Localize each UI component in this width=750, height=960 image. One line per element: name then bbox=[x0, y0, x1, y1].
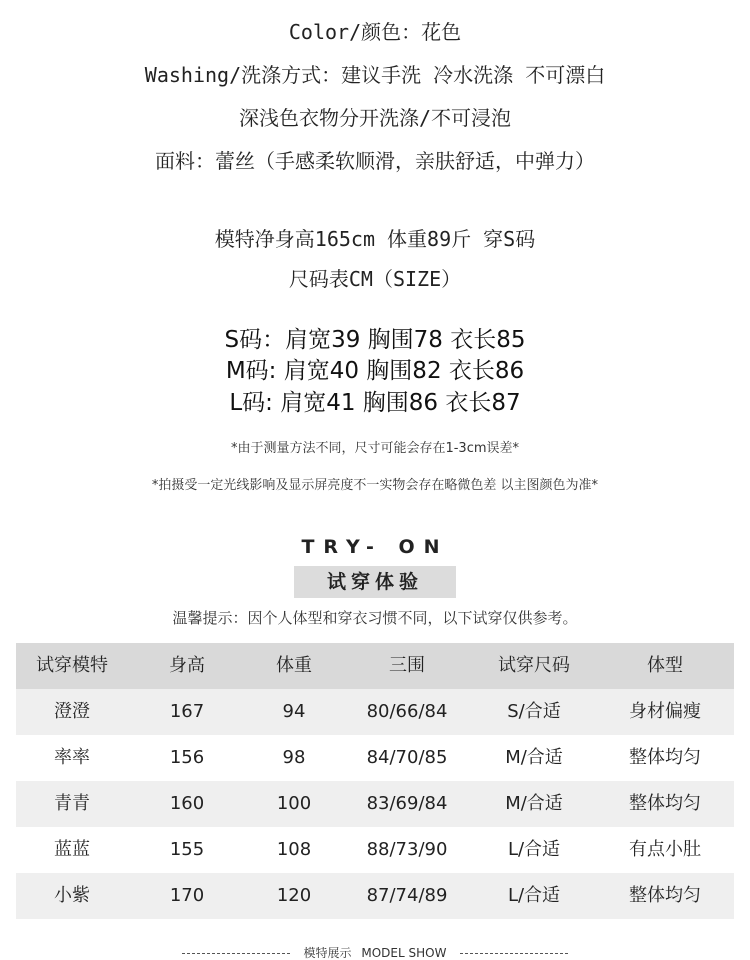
cell-measurements: 88/73/90 bbox=[366, 839, 448, 860]
cell-weight: 100 bbox=[276, 793, 312, 814]
cell-size: M/合适 bbox=[505, 747, 563, 768]
table-row bbox=[16, 873, 734, 919]
fabric-line: 面料：蕾丝（手感柔软顺滑，亲肤舒适，中弹力） bbox=[155, 149, 595, 173]
washing-note-line: 深浅色衣物分开洗涤/不可浸泡 bbox=[238, 106, 512, 130]
cell-model: 小紫 bbox=[54, 885, 90, 906]
washing-line: Washing/洗涤方式：建议手洗 冷水洗涤 不可漂白 bbox=[144, 63, 606, 87]
table-row bbox=[16, 827, 734, 873]
cell-weight: 94 bbox=[282, 701, 306, 722]
cell-model: 澄澄 bbox=[54, 701, 90, 722]
color-note: *拍摄受一定光线影响及显示屏亮度不一实物会存在略微色差 以主图颜色为准* bbox=[151, 478, 599, 493]
cell-model: 率率 bbox=[54, 747, 90, 768]
size-row-s: S码：肩宽39 胸围78 衣长85 bbox=[224, 327, 526, 353]
model-info-line: 模特净身高165cm 体重89斤 穿S码 bbox=[214, 227, 536, 251]
cell-height: 170 bbox=[169, 885, 205, 906]
table-header-row bbox=[16, 643, 734, 689]
size-row-m: M码: 肩宽40 胸围82 衣长86 bbox=[225, 358, 525, 384]
cell-measurements: 84/70/85 bbox=[366, 747, 448, 768]
model-show-label-cn: 模特展示 bbox=[303, 946, 352, 960]
cell-height: 155 bbox=[169, 839, 205, 860]
table-row bbox=[16, 735, 734, 781]
cell-body-type: 整体均匀 bbox=[629, 885, 701, 906]
cell-size: L/合适 bbox=[507, 839, 561, 860]
cell-size: L/合适 bbox=[507, 885, 561, 906]
header-model: 试穿模特 bbox=[36, 655, 108, 676]
cell-weight: 120 bbox=[276, 885, 312, 906]
tryon-tip: 温馨提示：因个人体型和穿衣习惯不同，以下试穿仅供参考。 bbox=[172, 609, 578, 627]
cell-model: 青青 bbox=[54, 793, 90, 814]
header-weight: 体重 bbox=[276, 655, 312, 676]
cell-size: M/合适 bbox=[505, 793, 563, 814]
size-row-l: L码: 肩宽41 胸围86 衣长87 bbox=[229, 390, 521, 416]
header-size: 试穿尺码 bbox=[498, 655, 570, 676]
model-show-label-en: MODEL SHOW bbox=[361, 946, 447, 960]
cell-height: 167 bbox=[169, 701, 205, 722]
size-chart-title: 尺码表CM（SIZE） bbox=[288, 267, 462, 291]
cell-weight: 98 bbox=[282, 747, 306, 768]
cell-model: 蓝蓝 bbox=[54, 839, 90, 860]
header-body-type: 体型 bbox=[647, 655, 683, 676]
model-show-footer bbox=[0, 944, 750, 960]
table-row bbox=[16, 689, 734, 735]
cell-body-type: 整体均匀 bbox=[629, 793, 701, 814]
header-height: 身高 bbox=[169, 655, 205, 676]
tryon-table bbox=[16, 643, 734, 919]
measurement-note: *由于测量方法不同，尺寸可能会存在1-3cm误差* bbox=[230, 441, 520, 456]
cell-body-type: 身材偏瘦 bbox=[629, 701, 701, 722]
cell-body-type: 整体均匀 bbox=[629, 747, 701, 768]
tryon-title-en: TRY- ON bbox=[301, 536, 449, 558]
divider-right bbox=[460, 953, 568, 954]
cell-measurements: 87/74/89 bbox=[366, 885, 448, 906]
divider-left bbox=[182, 953, 290, 954]
color-line: Color/颜色：花色 bbox=[288, 20, 462, 44]
table-row bbox=[16, 781, 734, 827]
cell-body-type: 有点小肚 bbox=[629, 839, 701, 860]
cell-size: S/合适 bbox=[507, 701, 561, 722]
cell-weight: 108 bbox=[276, 839, 312, 860]
cell-height: 160 bbox=[169, 793, 205, 814]
header-measurements: 三围 bbox=[389, 655, 425, 676]
cell-measurements: 80/66/84 bbox=[366, 701, 448, 722]
cell-measurements: 83/69/84 bbox=[366, 793, 448, 814]
tryon-title-cn: 试穿体验 bbox=[294, 566, 456, 598]
cell-height: 156 bbox=[169, 747, 205, 768]
